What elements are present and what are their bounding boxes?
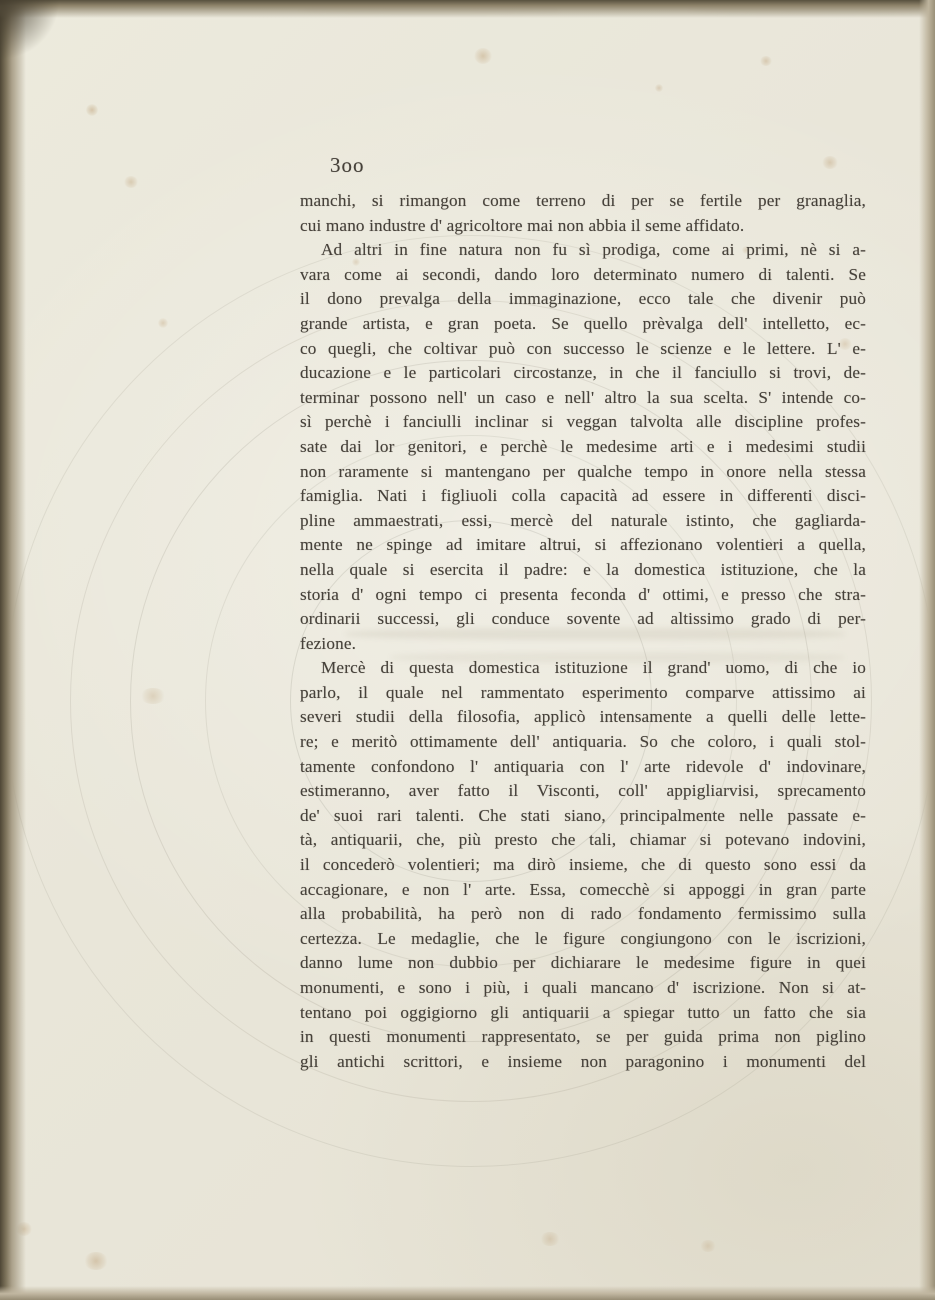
text-line: cui mano industre d' agricoltore mai non abbia il seme affidato. xyxy=(300,215,745,235)
text-line: tamente confondono l' antiquaria con l' arte ridevole d' indovinare, xyxy=(300,756,866,776)
foxing-spot xyxy=(655,84,663,92)
text-line: ducazione e le particolari circostanze, in che il fanciullo si trovi, de- xyxy=(300,363,866,383)
text-line: storia d' ogni tempo ci presenta feconda d' ottimi, e presso che stra- xyxy=(300,584,866,604)
text-line: sate dai lor genitori, e perchè le medesime arti e i medesimi studii xyxy=(300,436,866,456)
text-line: sì perchè i fanciulli inclinar si veggan talvolta alle discipline profes- xyxy=(300,412,866,432)
text-line: accagionare, e non l' arte. Essa, comecchè si appoggi in gran parte xyxy=(300,879,866,899)
text-line: certezza. Le medaglie, che le figure congiungono con le iscrizioni, xyxy=(300,928,866,948)
text-line: vara come ai secondi, dando loro determinato numero di talenti. Se xyxy=(300,264,866,284)
text-line: in questi monumenti rappresentato, se per guida prima non piglino xyxy=(300,1027,866,1047)
text-line: grande artista, e gran poeta. Se quello prèvalga dell' intelletto, ec- xyxy=(300,313,866,333)
text-line: mente ne spinge ad imitare altrui, si affezionano volentieri a quella, xyxy=(300,535,866,555)
foxing-spot xyxy=(760,56,772,66)
text-line: il concederò volentieri; ma dirò insieme, che di questo sono essi da xyxy=(300,855,866,875)
text-line: co quegli, che coltivar può con successo le scienze e le lettere. L' e- xyxy=(300,338,866,358)
text-line: pline ammaestrati, essi, mercè del naturale istinto, che gagliarda- xyxy=(300,510,866,530)
foxing-spot xyxy=(124,176,138,188)
foxing-spot xyxy=(158,318,168,328)
foxing-spot xyxy=(140,688,166,704)
text-line: alla probabilità, ha però non di rado fondamento fermissimo sulla xyxy=(300,904,866,924)
text-line: tà, antiquarii, che, più presto che tali, chiamar si potevano indovini, xyxy=(300,830,866,850)
text-line: monumenti, e sono i più, i quali mancano d' iscrizione. Non si at- xyxy=(300,978,866,997)
text-line: gli antichi scrittori, e insieme non paragonino i monumenti del xyxy=(300,1051,866,1071)
text-line: terminar possono nell' un caso e nell' altro la sua scelta. S' intende co- xyxy=(300,387,866,407)
text-line: non raramente si mantengano per qualche tempo in onore nella stessa xyxy=(300,461,866,481)
ink-showthrough xyxy=(690,4,920,12)
text-line: parlo, il quale nel rammentato esperimento comparve attissimo ai xyxy=(300,682,866,702)
paper-edge-left xyxy=(0,0,26,1300)
text-line: il dono prevalga della immaginazione, ecco tale che divenir può xyxy=(300,289,866,309)
text-line: severi studii della filosofia, applicò intensamente a quelli delle lette- xyxy=(300,707,866,727)
text-line: re; e meritò ottimamente dell' antiquaria. So che coloro, i quali stol- xyxy=(300,732,866,752)
text-line: Mercè di questa domestica istituzione il grand' uomo, di che io xyxy=(321,658,866,678)
paper-corner-dark xyxy=(0,0,60,60)
text-line: manchi, si rimangon come terreno di per se fertile per granaglia, xyxy=(300,191,866,210)
text-line: estimeranno, aver fatto il Visconti, coll' appigliarvisi, sprecamento xyxy=(300,781,866,801)
text-line: fezione. xyxy=(300,633,357,653)
foxing-spot xyxy=(540,1232,560,1246)
foxing-spot xyxy=(822,156,838,169)
foxing-spot xyxy=(86,104,98,116)
page-number: 3oo xyxy=(330,153,365,177)
paper-edge-right xyxy=(919,0,935,1300)
foxing-spot xyxy=(16,1222,32,1236)
text-line: Ad altri in fine natura non fu sì prodiga, come ai primi, nè si a- xyxy=(321,240,866,260)
foxing-spot xyxy=(84,1252,108,1270)
text-line: ordinarii successi, gli conduce sovente ad altissimo grado di per- xyxy=(300,609,866,629)
paper-edge-top xyxy=(0,0,935,18)
text-line: danno lume non dubbio per dichiarare le medesime figure in quei xyxy=(300,953,866,973)
text-line: nella quale si esercita il padre: e la domestica istituzione, che la xyxy=(300,559,866,579)
text-line: de' suoi rari talenti. Che stati siano, principalmente nelle passate e- xyxy=(300,805,866,825)
ink-showthrough xyxy=(300,6,560,12)
text-line: tentano poi oggigiorno gli antiquarii a spiegar tutto un fatto che sia xyxy=(300,1002,866,1022)
paper-edge-bottom xyxy=(0,1286,935,1300)
foxing-spot xyxy=(700,1240,716,1252)
text-block xyxy=(300,189,866,1074)
foxing-spot xyxy=(474,48,492,64)
text-line: famiglia. Nati i figliuoli colla capacità ad essere in differenti disci- xyxy=(300,486,866,506)
